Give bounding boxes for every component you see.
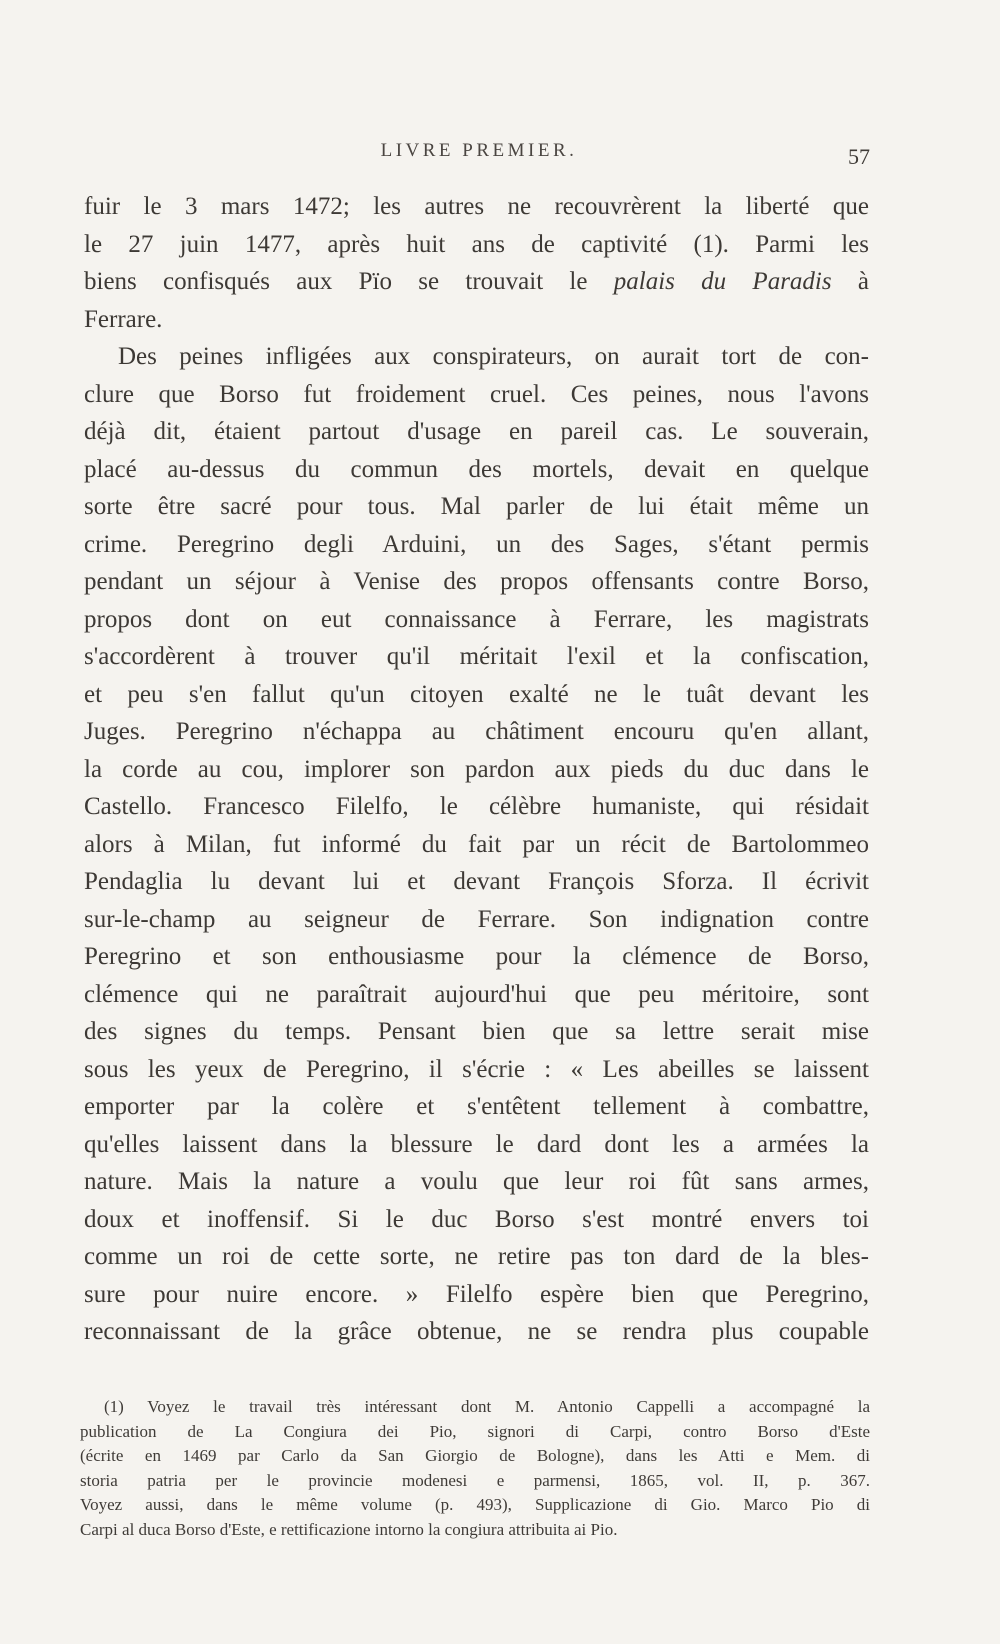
text-line: et peu s'en fallut qu'un citoyen exalté ne le tuât devant les bbox=[84, 680, 869, 708]
text-line: Ferrare. bbox=[84, 305, 163, 333]
text-line: sous les yeux de Peregrino, il s'écrie : « Les abeilles se laissent bbox=[84, 1055, 869, 1083]
text-line: qu'elles laissent dans la blessure le dard dont les a armées la bbox=[84, 1130, 869, 1158]
footnote-line: Carpi al duca Borso d'Este, e rettificazione intorno la congiura attribuita ai Pio. bbox=[80, 1519, 618, 1539]
text-line: le 27 juin 1477, après huit ans de captivité (1). Parmi les bbox=[84, 230, 869, 258]
text-line: sure pour nuire encore. » Filelfo espère bien que Peregrino, bbox=[84, 1280, 869, 1308]
text-line: nature. Mais la nature a voulu que leur roi fût sans armes, bbox=[84, 1168, 869, 1195]
footnote-line: storia patria per le provincie modenesi e parmensi, 1865, vol. II, p. 367. bbox=[80, 1470, 870, 1490]
text-line: crime. Peregrino degli Arduini, un des Sages, s'étant permis bbox=[84, 530, 869, 558]
text-line: fuir le 3 mars 1472; les autres ne recouvrèrent la liberté que bbox=[84, 193, 869, 220]
text-line-italic: biens confisqués aux Pïo se trouvait le palais du Paradis à bbox=[84, 268, 870, 295]
text-line: la corde au cou, implorer son pardon aux pieds du duc dans le bbox=[84, 755, 869, 783]
text-line: reconnaissant de la grâce obtenue, ne se rendra plus coupable bbox=[84, 1318, 869, 1345]
page-number: 57 bbox=[848, 144, 870, 169]
text-line: propos dont on eut connaissance à Ferrare, les magistrats bbox=[84, 605, 869, 633]
footnote-line: (écrite en 1469 par Carlo da San Giorgio de Bologne), dans les Atti e Mem. di bbox=[80, 1446, 870, 1465]
running-head bbox=[88, 140, 870, 170]
text-line: Peregrino et son enthousiasme pour la clémence de Borso, bbox=[84, 943, 869, 970]
italic-phrase: palais du Paradis bbox=[613, 268, 832, 295]
text-line: s'accordèrent à trouver qu'il méritait l'exil et la confiscation, bbox=[84, 643, 869, 670]
text-line: alors à Milan, fut informé du fait par un récit de Bartolommeo bbox=[84, 830, 869, 858]
text-line: doux et inoffensif. Si le duc Borso s'est montré envers toi bbox=[84, 1205, 869, 1233]
text-line: des signes du temps. Pensant bien que sa lettre serait mise bbox=[84, 1018, 869, 1045]
text-line: Pendaglia lu devant lui et devant François Sforza. Il écrivit bbox=[84, 868, 869, 895]
text-line: Castello. Francesco Filelfo, le célèbre humaniste, qui résidait bbox=[84, 793, 869, 820]
text-line: clémence qui ne paraîtrait aujourd'hui que peu méritoire, sont bbox=[84, 980, 869, 1008]
text-line: Juges. Peregrino n'échappa au châtiment encouru qu'en allant, bbox=[84, 718, 869, 745]
text-line: emporter par la colère et s'entêtent tellement à combattre, bbox=[84, 1093, 869, 1120]
text-line: placé au-dessus du commun des mortels, devait en quelque bbox=[84, 455, 869, 483]
footnote-line: (1) Voyez le travail très intéressant dont M. Antonio Cappelli a accompagné la bbox=[104, 1397, 870, 1416]
footnote-line: Voyez aussi, dans le même volume (p. 493), Supplicazione di Gio. Marco Pio di bbox=[80, 1495, 870, 1514]
paragraph-start-line: Des peines infligées aux conspirateurs, on aurait tort de con- bbox=[118, 343, 869, 370]
body-text bbox=[84, 188, 869, 1351]
text-line: déjà dit, étaient partout d'usage en pareil cas. Le souverain, bbox=[84, 418, 869, 445]
text-line: pendant un séjour à Venise des propos offensants contre Borso, bbox=[84, 568, 869, 595]
text-line: sur-le-champ au seigneur de Ferrare. Son indignation contre bbox=[84, 905, 869, 933]
text-line: clure que Borso fut froidement cruel. Ces peines, nous l'avons bbox=[84, 380, 869, 408]
text-line: comme un roi de cette sorte, ne retire pas ton dard de la bles- bbox=[84, 1243, 869, 1270]
text-line: sorte être sacré pour tous. Mal parler de lui était même un bbox=[84, 493, 869, 520]
footnote-line: publication de La Congiura dei Pio, signori di Carpi, contro Borso d'Este bbox=[80, 1421, 870, 1441]
footnotes bbox=[80, 1395, 870, 1542]
running-title: LIVRE PREMIER. bbox=[380, 140, 578, 161]
